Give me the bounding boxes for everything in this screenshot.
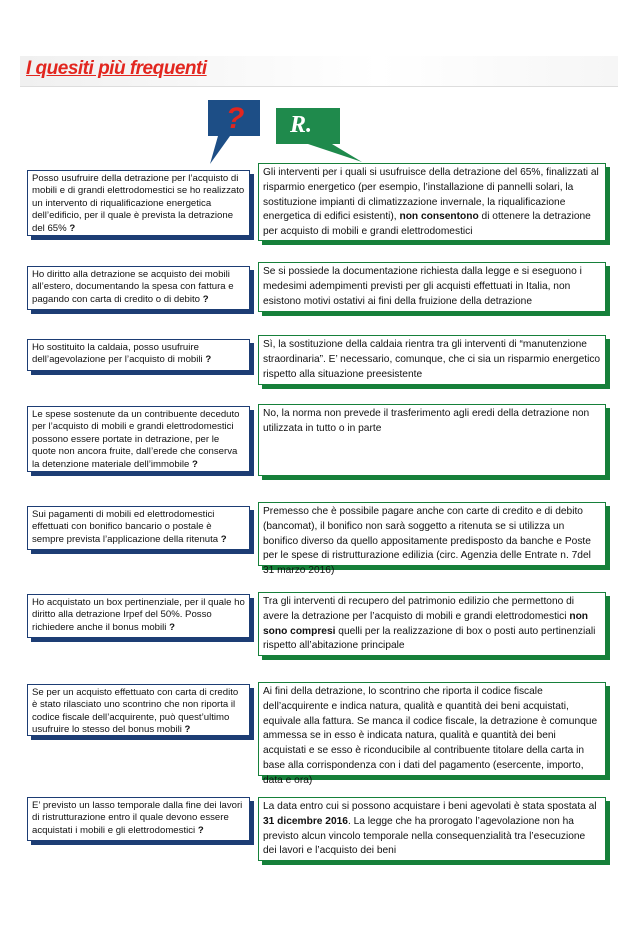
answer-box: Ai fini della detrazione, lo scontrino che riporta il codice fiscale dell’acquirente e indica natura, qualità e quantità dei beni acquistati, equivale alla fattura. Se manca il codice fiscale, la detrazione è comunque ammessa se in esso è indicata natura, qualità e quantità dei beni acquistati e se esso è riconducibile al contribuente titolare della carta in base alla corrispondenza con i dati del pagamento (esercente, importo, data e ora): [258, 682, 606, 776]
qa-bubbles: [190, 98, 370, 168]
answer-box: La data entro cui si possono acquistare i beni agevolati è stata spostata al 31 dicembre 2016. La legge che ha prorogato l’agevolazione non ha previsto alcun vincolo temporale nella consequenzialità tra l’esecuzione dei lavori e l’acquisto dei beni: [258, 797, 606, 861]
question-box: E’ previsto un lasso temporale dalla fine dei lavori di ristrutturazione entro il quale devono essere acquistati i mobili e gli elettrodomestici ?: [27, 797, 250, 841]
question-box: Le spese sostenute da un contribuente deceduto per l’acquisto di mobili e grandi elettrodomestici possono essere portate in detrazione, per le quote non ancora fruite, dall’erede che conserva la detenzione materiale dell’immobile ?: [27, 406, 250, 472]
answer-box: No, la norma non prevede il trasferimento agli eredi della detrazione non utilizzata in tutto o in parte: [258, 404, 606, 476]
speech-bubbles-icon: [190, 98, 370, 168]
question-box: Posso usufruire della detrazione per l’acquisto di mobili e di grandi elettrodomestici se ho realizzato un intervento di riqualificazione energetica dell’edificio, per il quale è prevista la detrazione del 65% ?: [27, 170, 250, 236]
answer-box: Se si possiede la documentazione richiesta dalla legge e si eseguono i medesimi adempimenti previsti per gli acquisti effettuati in Italia, non esistono motivi ostativi ai fini della fruizione della detrazione: [258, 262, 606, 312]
question-box: Ho diritto alla detrazione se acquisto dei mobili all’estero, documentando la spesa con fattura e pagando con carta di credito o di debito ?: [27, 266, 250, 310]
question-box: Ho acquistato un box pertinenziale, per il quale ho diritto alla detrazione Irpef del 50%. Posso richiedere anche il bonus mobili ?: [27, 594, 250, 638]
answer-box: Sì, la sostituzione della caldaia rientra tra gli interventi di “manutenzione straordinaria”. E’ necessario, comunque, che ci sia un risparmio energetico rispetto alla situazione preesistente: [258, 335, 606, 385]
answer-box: Premesso che è possibile pagare anche con carte di credito e di debito (bancomat), il bonifico non sarà soggetto a ritenuta se si utilizza un bonifico diverso da quello appositamente predisposto da banche e Poste per le spese di ristrutturazione edilizia (circ. Agenzia delle Entrate n. 7del 31 marzo 2016): [258, 502, 606, 566]
question-box: Ho sostituito la caldaia, posso usufruire dell’agevolazione per l’acquisto di mobili ?: [27, 339, 250, 371]
question-mark-icon: ?: [226, 102, 245, 135]
question-box: Sui pagamenti di mobili ed elettrodomestici effettuati con bonifico bancario o postale è sempre prevista l’applicazione della ritenuta ?: [27, 506, 250, 550]
page-title: I quesiti più frequenti: [26, 58, 207, 79]
answer-r-icon: R.: [290, 112, 313, 138]
answer-box: Gli interventi per i quali si usufruisce della detrazione del 65%, finalizzati al risparmio energetico (per esempio, l’installazione di pannelli solari, la sostituzione impianti di climatizzazione invernale, la riqualificazione energetica di edifici esistenti), non consentono di ottenere la detrazione per acquisto di mobili e grandi elettrodomestici: [258, 163, 606, 241]
answer-box: Tra gli interventi di recupero del patrimonio edilizio che permettono di avere la detrazione per l’acquisto di mobili e grandi elettrodomestici non sono compresi quelli per la realizzazione di box o posti auto pertinenziali rispetto all’abitazione principale: [258, 592, 606, 656]
question-box: Se per un acquisto effettuato con carta di credito è stato rilasciato uno scontrino che non riporta il codice fiscale dell’acquirente, può quest’ultimo usufruire lo stesso del bonus mobili ?: [27, 684, 250, 736]
